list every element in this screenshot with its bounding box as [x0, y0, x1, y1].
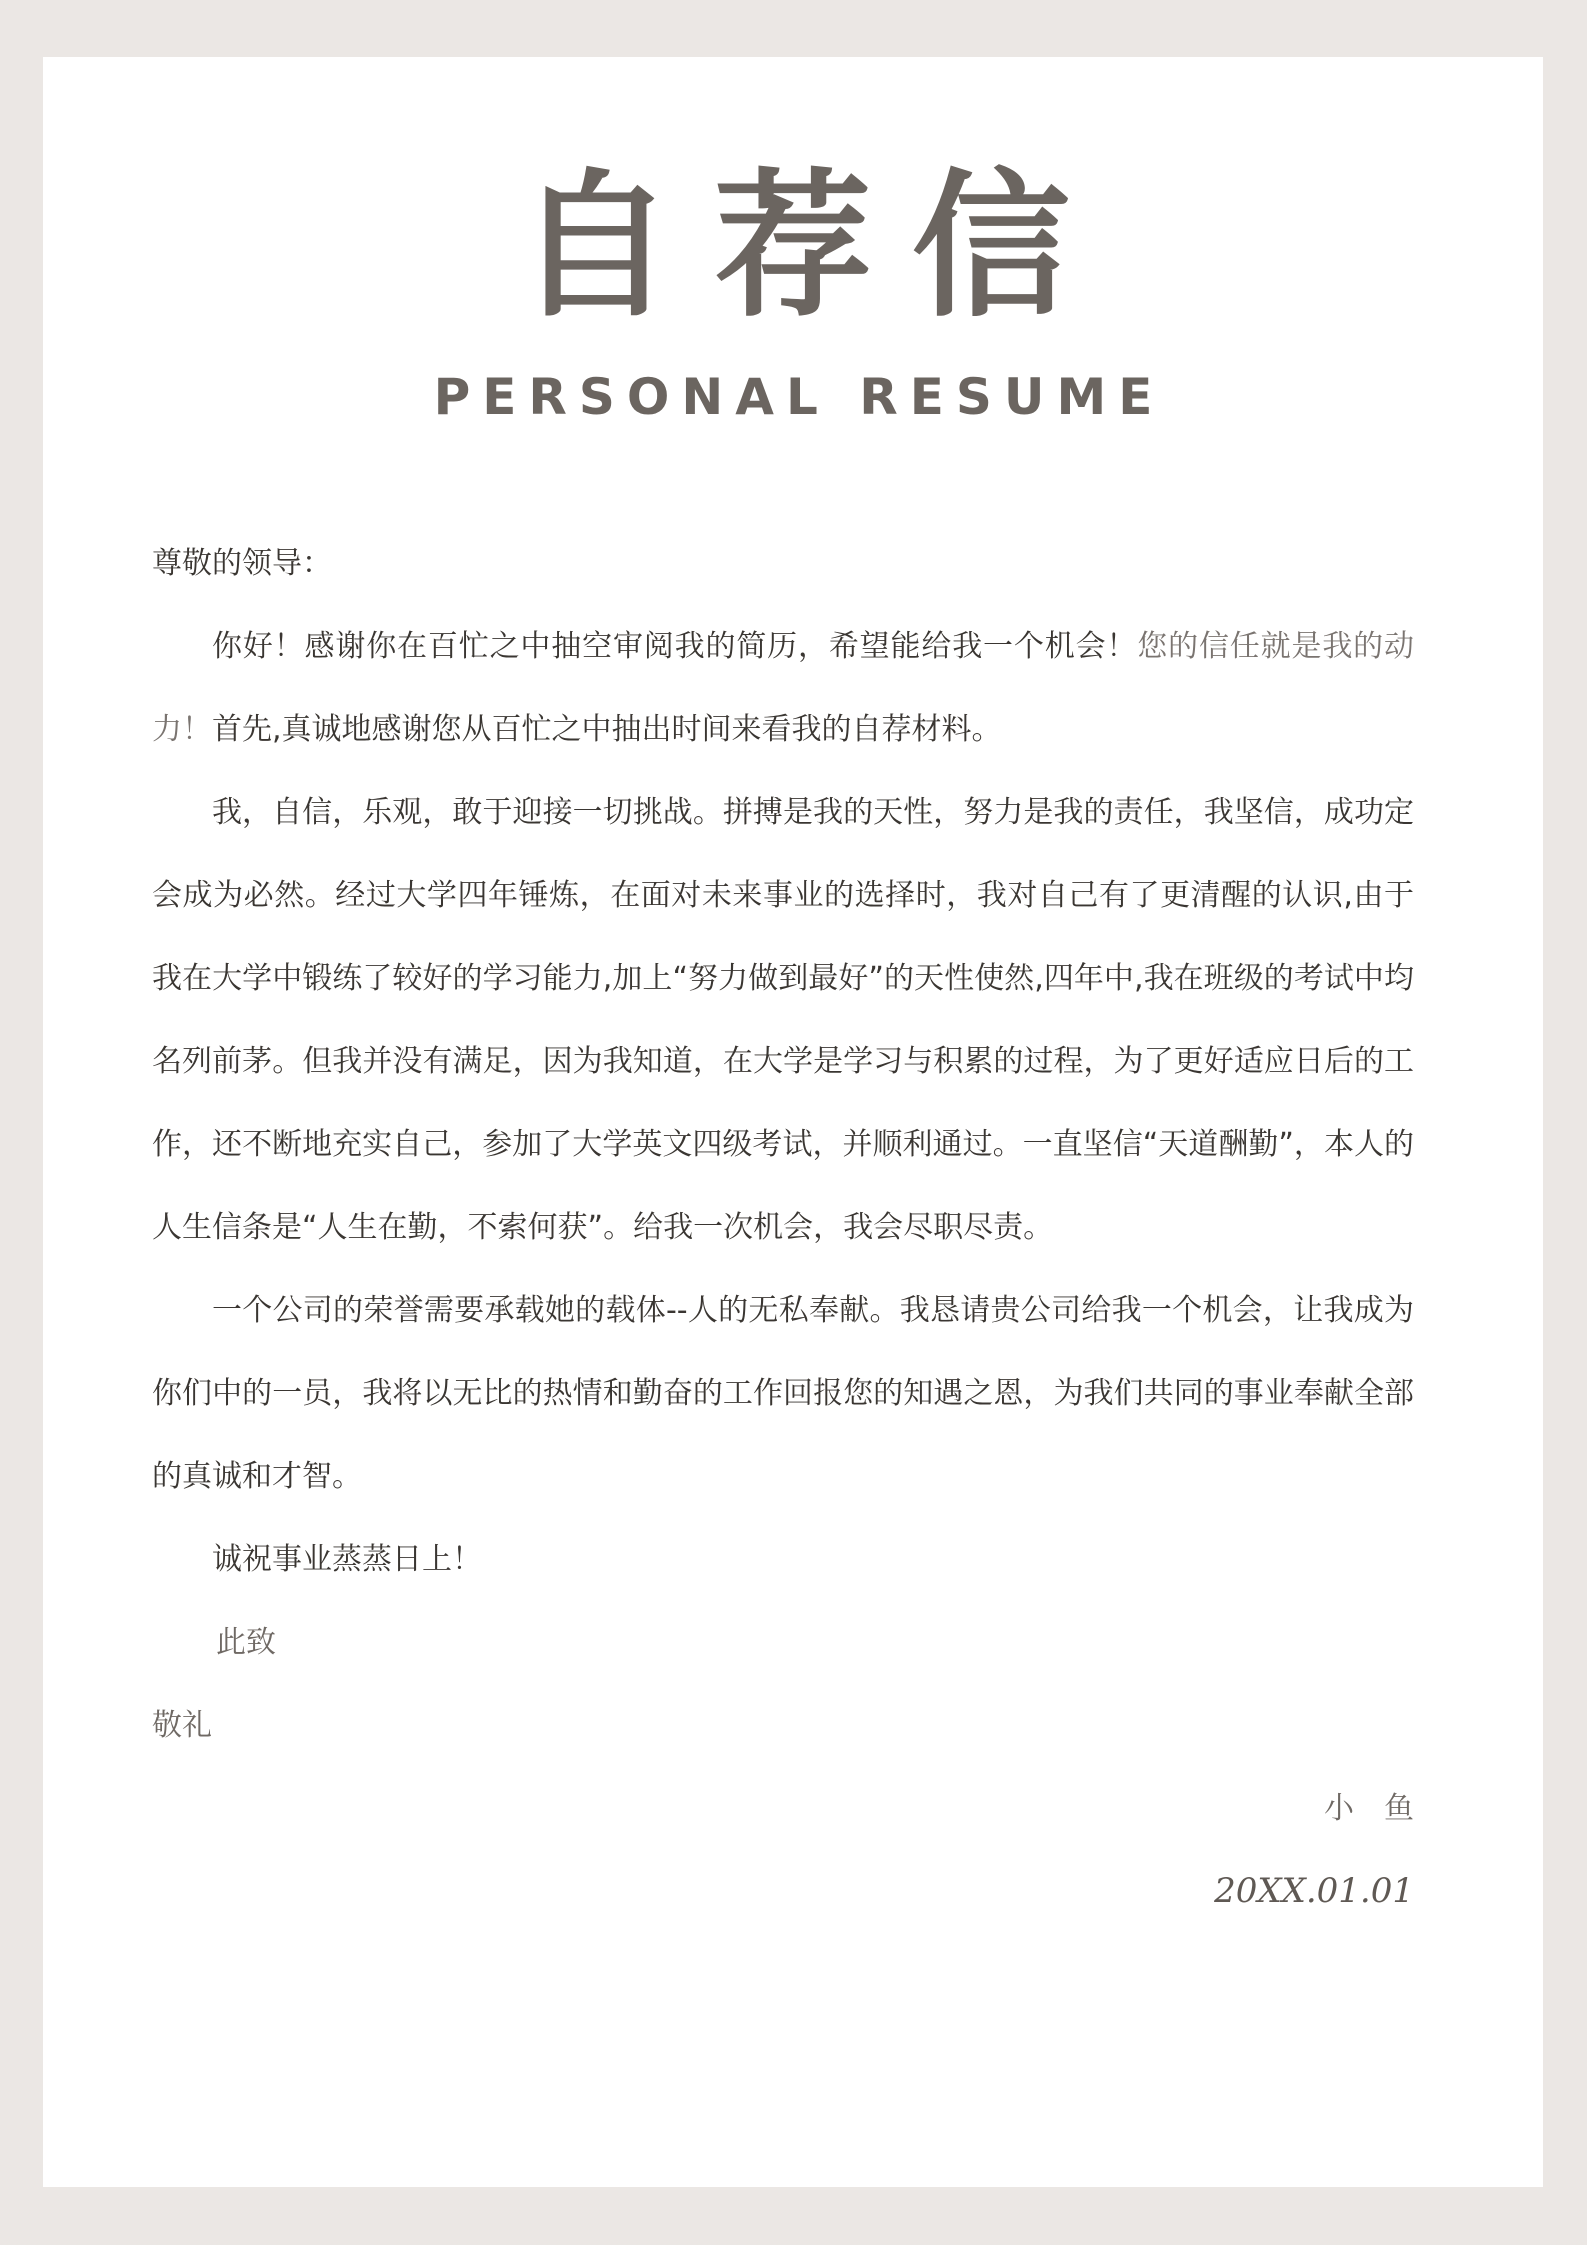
paragraph-2: 我，自信，乐观，敢于迎接一切挑战。拼搏是我的天性，努力是我的责任，我坚信，成功定会成为必然。经过大学四年锤炼，在面对未来事业的选择时，我对自己有了更清醒的认识,由于我在大学中锻练了较好的学习能力,加上“努力做到最好”的天性使然,四年中,我在班级的考试中均名列前茅。但我并没有满足，因为我知道，在大学是学习与积累的过程，为了更好适应日后的工作，还不断地充实自己，参加了大学英文四级考试，并顺利通过。一直坚信“天道酬勤”，本人的人生信条是“人生在勤，不索何获”。给我一次机会，我会尽职尽责。 [152, 795, 1414, 1245]
paragraph-1 [152, 605, 1414, 771]
closing-cizhi: 此致 [216, 1625, 276, 1660]
letter-page [43, 57, 1543, 2187]
letter-date: 20XX.01.01 [1214, 1871, 1414, 1911]
paragraph-3: 一个公司的荣誉需要承载她的载体--人的无私奉献。我恳请贵公司给我一个机会，让我成为你们中的一员，我将以无比的热情和勤奋的工作回报您的知遇之恩，为我们共同的事业奉献全部的真诚和才智。 [152, 1293, 1414, 1494]
paragraph-1-rest: 首先,真诚地感谢您从百忙之中抽出时间来看我的自荐材料。 [212, 712, 1002, 747]
page-title: 自荐信 [516, 155, 1110, 339]
page-subtitle: PERSONAL RESUME [433, 368, 1165, 426]
closing-wish: 诚祝事业蒸蒸日上！ [212, 1542, 482, 1577]
closing-jingli: 敬礼 [152, 1708, 212, 1743]
paragraph-1-highlight: 您的信任就是我的动力！ [152, 629, 1415, 747]
salutation: 尊敬的领导： [152, 546, 332, 581]
signature: 小鱼 [1324, 1791, 1444, 1826]
letter-body [152, 522, 1444, 1933]
paragraph-1-main: 你好！感谢你在百忙之中抽空审阅我的简历，希望能给我一个机会！ [212, 629, 1138, 664]
